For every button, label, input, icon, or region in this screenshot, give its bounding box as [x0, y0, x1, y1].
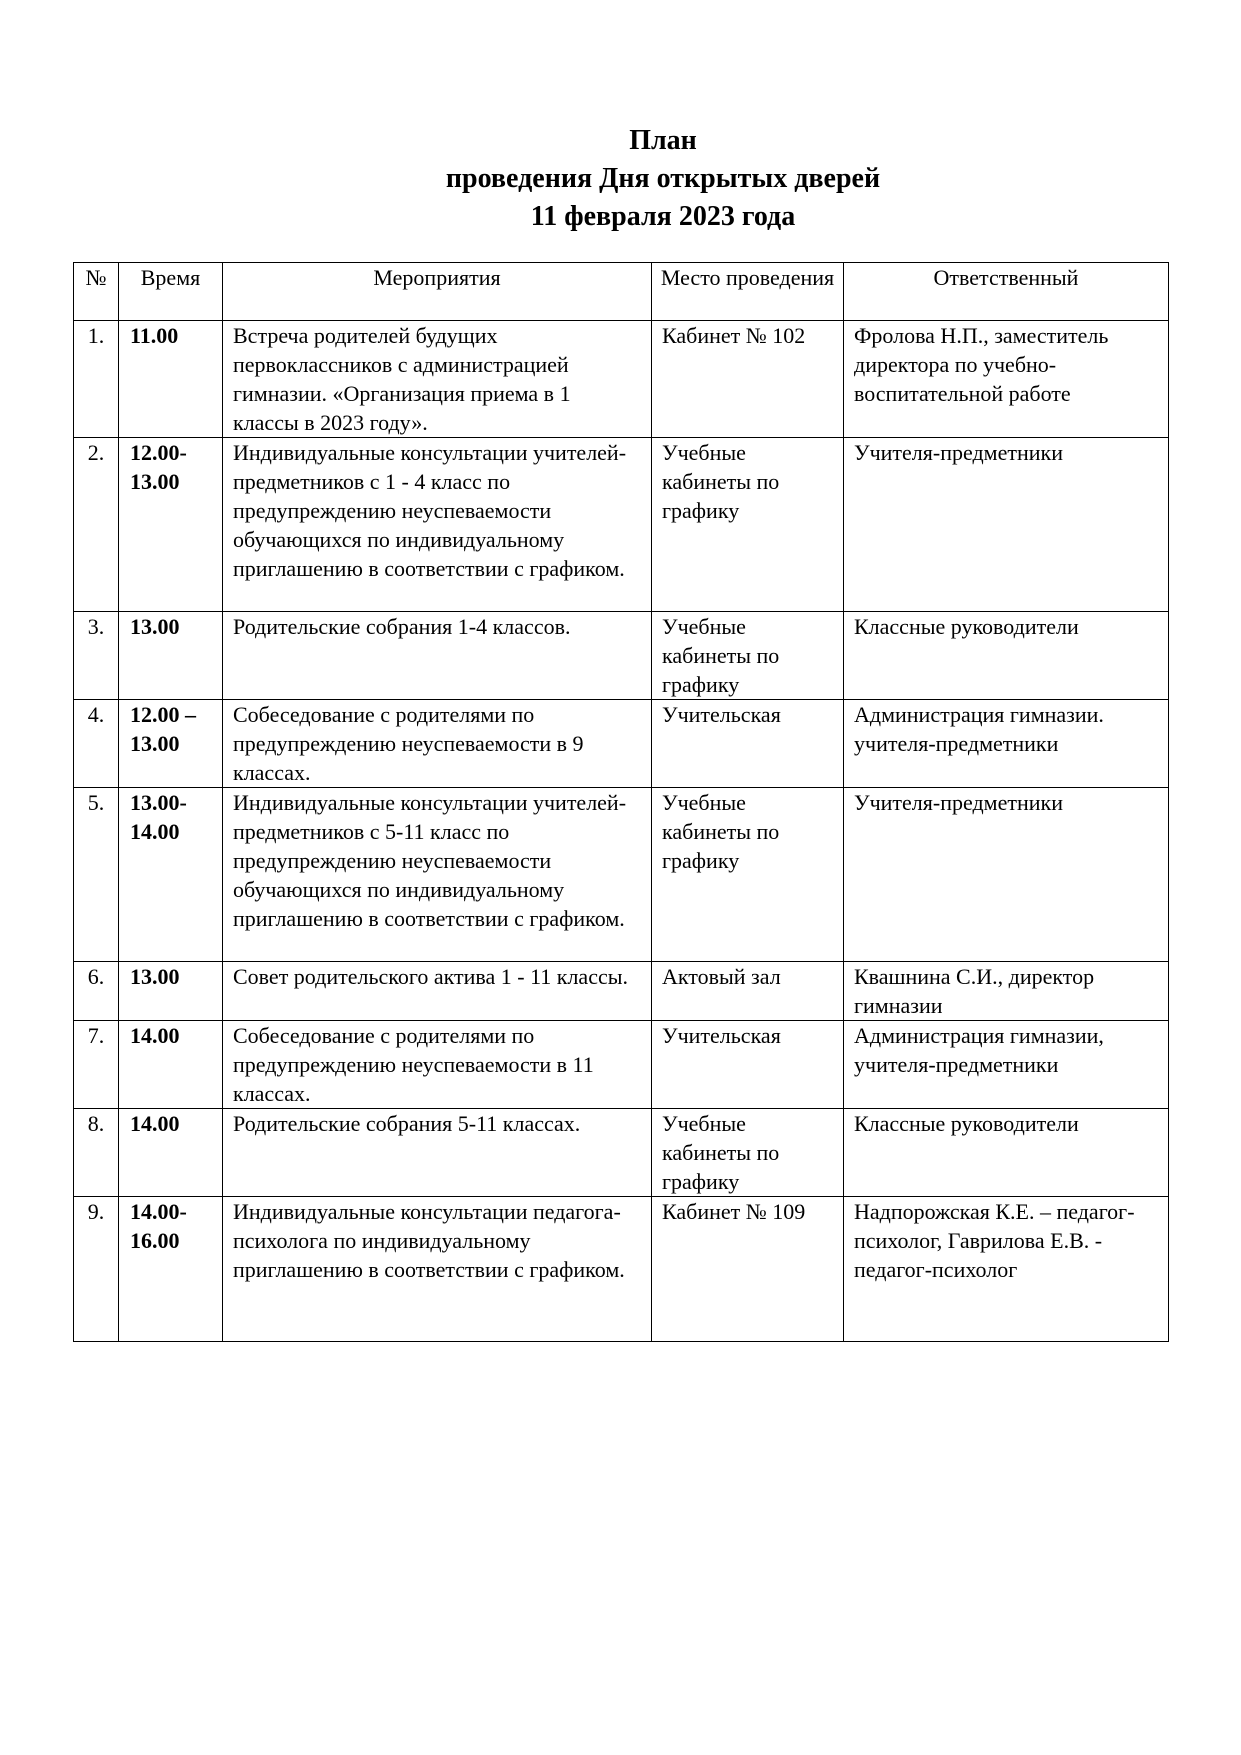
- table-row: [74, 1021, 1169, 1109]
- row-num: 4.: [74, 700, 119, 788]
- row-place: Учебные кабинеты по графику: [652, 612, 844, 700]
- table-row: [74, 321, 1169, 438]
- row-time: 14.00-16.00: [119, 1197, 223, 1342]
- row-responsible: Классные руководители: [844, 1109, 1169, 1197]
- table-row: [74, 962, 1169, 1021]
- row-responsible: Администрация гимназии, учителя-предметники: [844, 1021, 1169, 1109]
- table-row: [74, 438, 1169, 612]
- row-num: 5.: [74, 788, 119, 962]
- row-place: Учительская: [652, 700, 844, 788]
- row-place: Учительская: [652, 1021, 844, 1109]
- row-place: Учебные кабинеты по графику: [652, 438, 844, 612]
- row-num: 7.: [74, 1021, 119, 1109]
- row-place: Актовый зал: [652, 962, 844, 1021]
- table-row: [74, 612, 1169, 700]
- header-place: Место проведения: [652, 263, 844, 321]
- row-event: Совет родительского актива 1 - 11 классы.: [223, 962, 652, 1021]
- header-num: №: [74, 263, 119, 321]
- row-place: Учебные кабинеты по графику: [652, 788, 844, 962]
- row-responsible: Квашнина С.И., директор гимназии: [844, 962, 1169, 1021]
- row-time: 12.00-13.00: [119, 438, 223, 612]
- row-event: Индивидуальные консультации учителей-предметников с 5-11 класс по предупреждению неуспеваемости обучающихся по индивидуальному приглашению в соответствии с графиком.: [223, 788, 652, 962]
- title-line-3: 11 февраля 2023 года: [530, 201, 796, 232]
- row-event: Родительские собрания 1-4 классов.: [223, 612, 652, 700]
- header-responsible: Ответственный: [844, 263, 1169, 321]
- header-event: Мероприятия: [223, 263, 652, 321]
- title-line-2: проведения Дня открытых дверей: [445, 163, 881, 194]
- row-num: 8.: [74, 1109, 119, 1197]
- row-place: Кабинет № 102: [652, 321, 844, 438]
- row-event: Собеседование с родителями по предупреждению неуспеваемости в 9 классах.: [223, 700, 652, 788]
- row-event: Встреча родителей будущих первоклассников с администрацией гимназии. «Организация приема в 1 классы в 2023 году».: [223, 321, 652, 438]
- table-row: [74, 788, 1169, 962]
- row-time: 13.00: [119, 612, 223, 700]
- row-responsible: Администрация гимназии. учителя-предметники: [844, 700, 1169, 788]
- row-time: 13.00: [119, 962, 223, 1021]
- header-time: Время: [119, 263, 223, 321]
- row-event: Родительские собрания 5-11 классах.: [223, 1109, 652, 1197]
- row-event: Индивидуальные консультации учителей-предметников с 1 - 4 класс по предупреждению неуспеваемости обучающихся по индивидуальному приглашению в соответствии с графиком.: [223, 438, 652, 612]
- table-row: [74, 700, 1169, 788]
- row-responsible: Фролова Н.П., заместитель директора по учебно-воспитательной работе: [844, 321, 1169, 438]
- row-event: Индивидуальные консультации педагога-психолога по индивидуальному приглашению в соответствии с графиком.: [223, 1197, 652, 1342]
- document-title: [0, 122, 1241, 236]
- table-row: [74, 1109, 1169, 1197]
- row-num: 1.: [74, 321, 119, 438]
- row-time: 13.00-14.00: [119, 788, 223, 962]
- table-row: [74, 1197, 1169, 1342]
- row-responsible: Надпорожская К.Е. – педагог-психолог, Гаврилова Е.В. - педагог-психолог: [844, 1197, 1169, 1342]
- row-time: 14.00: [119, 1109, 223, 1197]
- row-time: 11.00: [119, 321, 223, 438]
- row-responsible: Классные руководители: [844, 612, 1169, 700]
- title-line-1: План: [629, 125, 697, 156]
- table-header-row: [74, 263, 1169, 321]
- event-plan-table: [73, 262, 1169, 1342]
- row-num: 2.: [74, 438, 119, 612]
- row-place: Учебные кабинеты по графику: [652, 1109, 844, 1197]
- row-event: Собеседование с родителями по предупреждению неуспеваемости в 11 классах.: [223, 1021, 652, 1109]
- row-responsible: Учителя-предметники: [844, 438, 1169, 612]
- row-responsible: Учителя-предметники: [844, 788, 1169, 962]
- row-num: 6.: [74, 962, 119, 1021]
- row-place: Кабинет № 109: [652, 1197, 844, 1342]
- row-num: 3.: [74, 612, 119, 700]
- row-time: 12.00 – 13.00: [119, 700, 223, 788]
- row-time: 14.00: [119, 1021, 223, 1109]
- row-num: 9.: [74, 1197, 119, 1342]
